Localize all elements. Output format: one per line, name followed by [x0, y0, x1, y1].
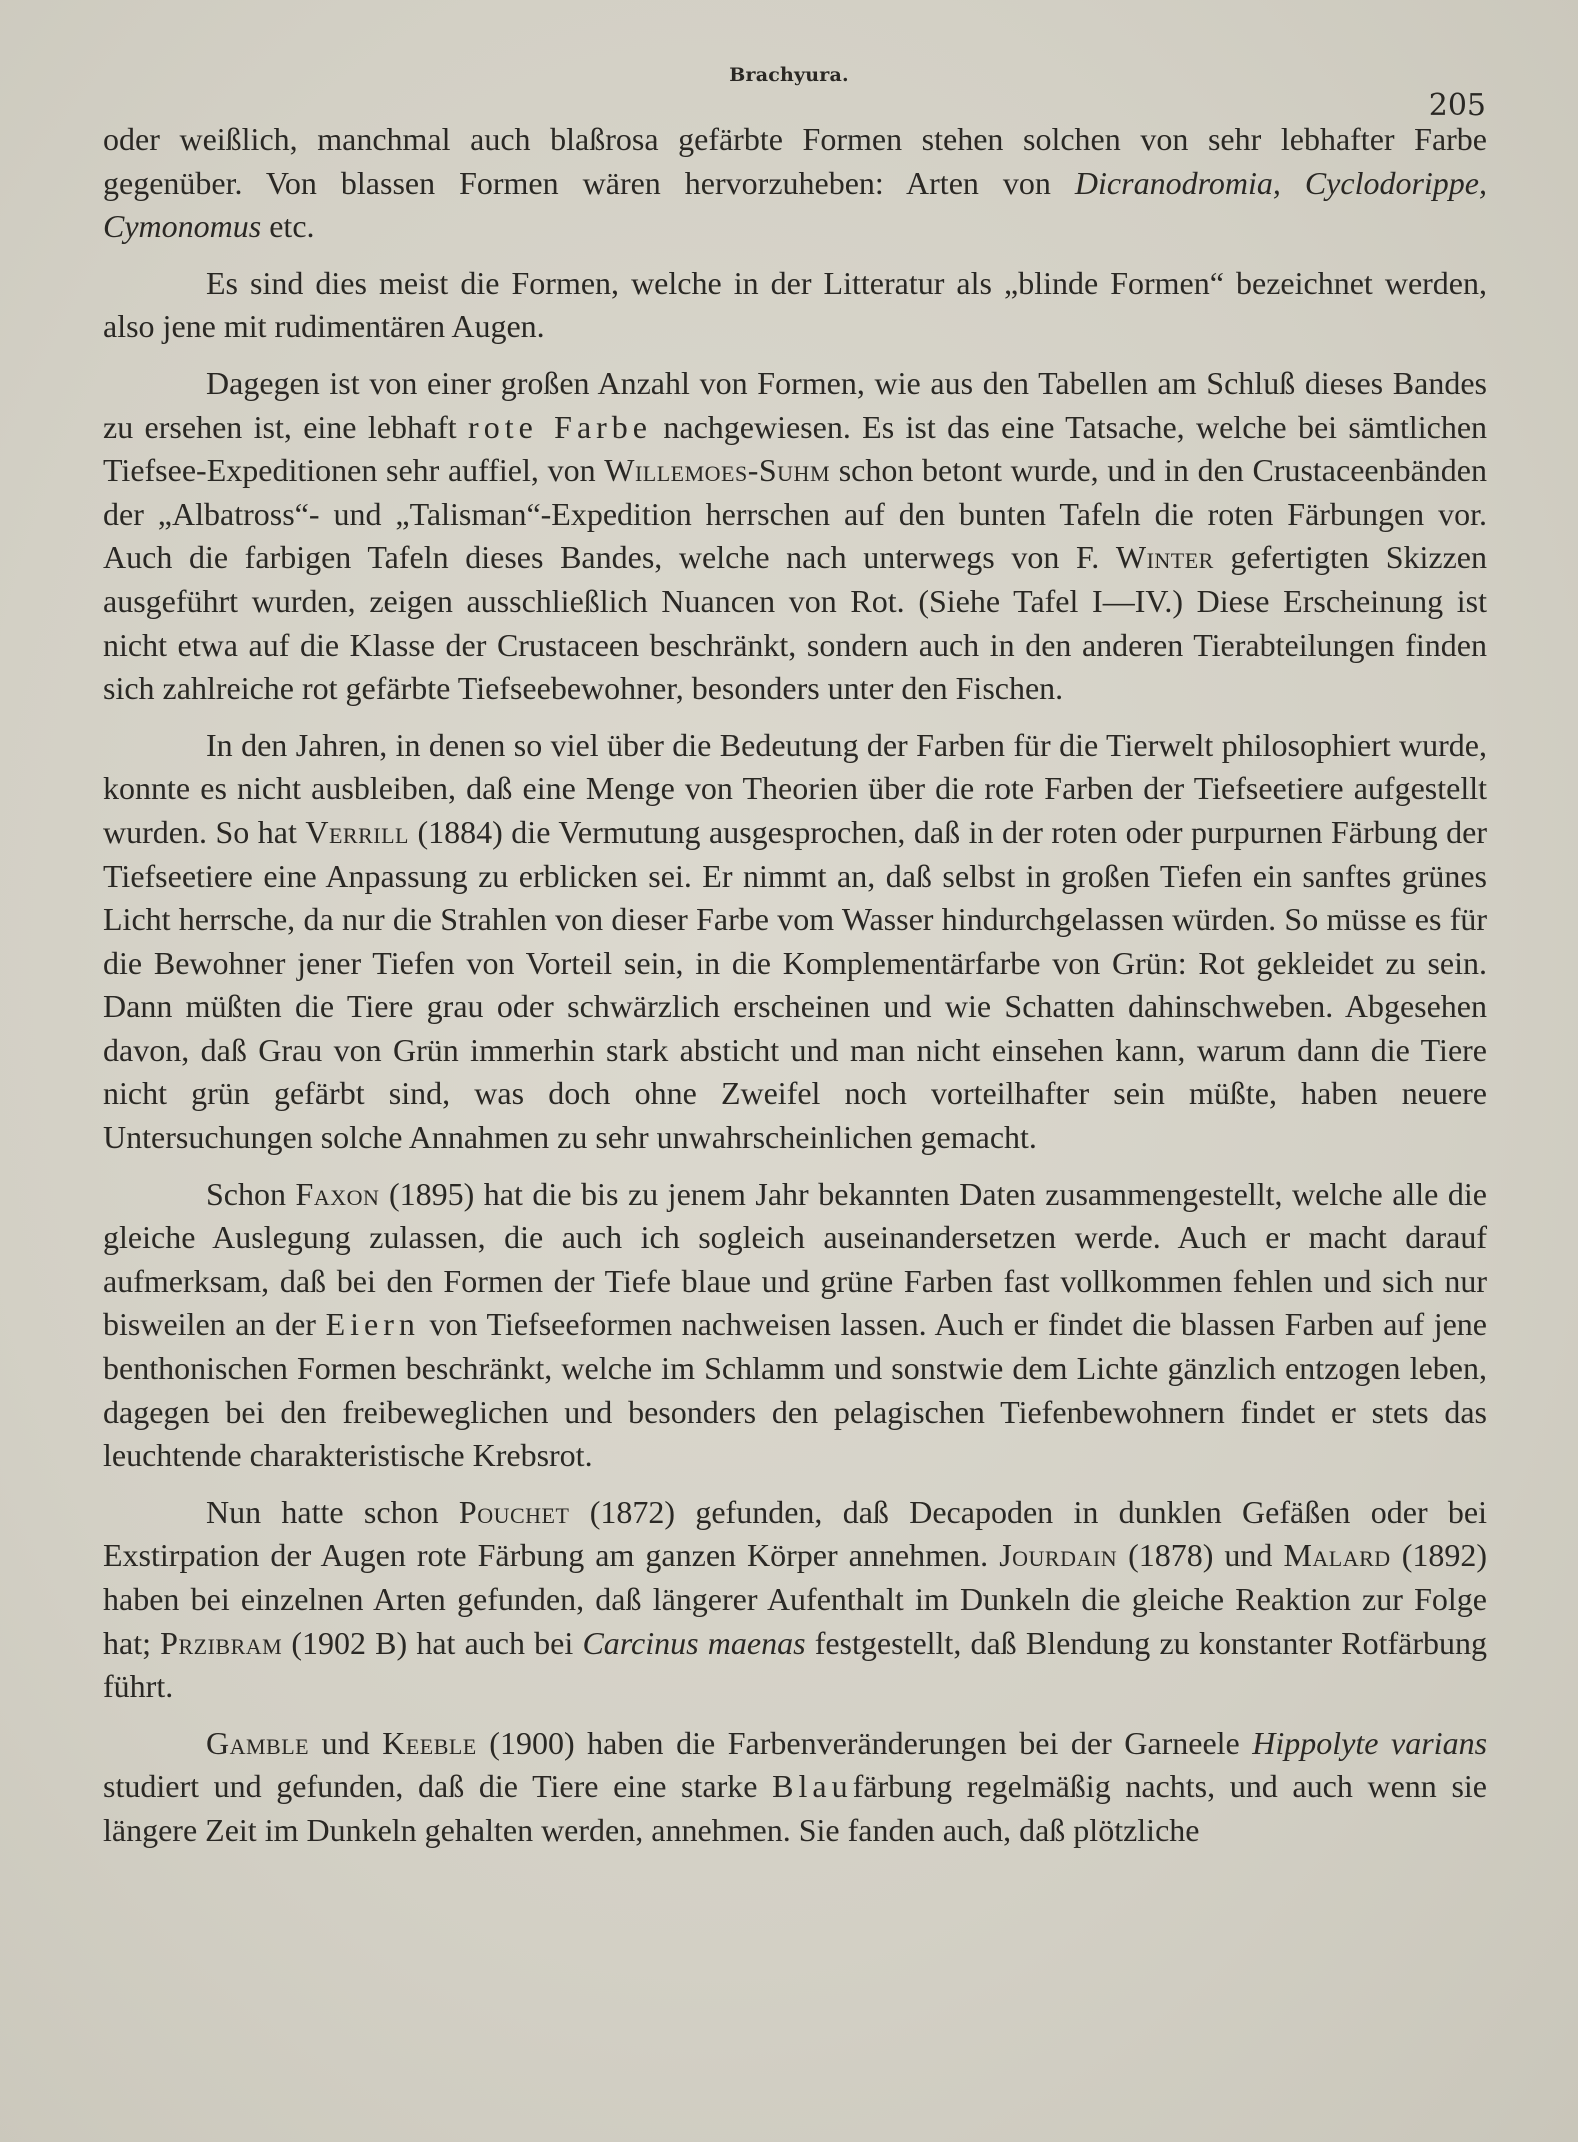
text-run: (1884) die Vermutung ausgesprochen, daß in der roten oder purpurnen Färbung der Tiefseetiere eine Anpassung zu erblicken sei. Er nimmt an, daß selbst in großen Tiefen ein sanftes grünes Licht herrsche, da nur die Strahlen von dieser Farbe vom Wasser hindurchgelassen würden. So müsse es für die Bewohner jener Tiefen von Vorteil sein, in die Komplementärfarbe von Grün: Rot gekleidet zu sein. Dann müßten die Tiere grau oder schwärzlich erscheinen und wie Schatten dahinschweben. Abgesehen davon, daß Grau von Grün immerhin stark absticht und man nicht einsehen kann, warum dann die Tiere nicht grün gefärbt sind, was doch ohne Zweifel noch vorteilhafter sein müßte, haben neuere Untersuchungen solche Annahmen zu sehr unwahrscheinlichen gemacht.	[103, 813, 1488, 1156]
text-run: Schon	[206, 1175, 296, 1212]
author-name: Winter	[1115, 539, 1214, 576]
paragraph	[103, 1722, 1487, 1853]
text-run: studiert und gefunden, daß die Tiere eine starke	[103, 1768, 773, 1805]
text-run: gefertigten Skizzen ausgeführt wurden, zeigen ausschließlich Nuancen von Rot. (Siehe Tafel I—IV.) Diese Erscheinung ist nicht etwa auf die Klasse der Crustaceen beschränkt, sondern auch in den anderen Tierabteilungen finden sich zahlreiche rot gefärbte Tiefseebewohner, besonders unter den Fischen.	[103, 539, 1488, 707]
text-run: (1902 B) hat auch bei	[282, 1624, 583, 1661]
running-title: Brachyura.	[729, 64, 849, 86]
author-name: Malard	[1283, 1537, 1391, 1574]
text-run: Dagegen ist von einer großen Anzahl von Formen, wie aus den Tabellen am Schluß dieses Bandes zu ersehen ist, eine lebhaft	[103, 364, 1487, 445]
author-name: Pouchet	[458, 1493, 570, 1530]
text-run: Es sind dies meist die Formen, welche in der Litteratur als „blinde Formen“ bezeichnet werden, also jene mit rudimentären Augen.	[103, 264, 1487, 345]
italic-term: Dicranodromia, Cyclodorippe, Cymonomus	[103, 164, 1488, 245]
italic-term: Carcinus maenas	[582, 1624, 806, 1661]
paragraph	[103, 724, 1487, 1160]
text-run: etc.	[261, 208, 315, 245]
body-text	[103, 118, 1487, 1866]
text-run: und	[309, 1724, 383, 1761]
text-run: schon betont wurde, und in den Crustaceenbänden der „Albatross“- und „Talisman“-Expedition herrschen auf den bunten Tafeln die roten Färbungen vor. Auch die farbigen Tafeln dieses Bandes, welche nach unterwegs von F.	[103, 452, 1488, 576]
paragraph	[103, 1173, 1487, 1478]
text-run: färbung regelmäßig nachts, und auch wenn sie längere Zeit im Dunkeln gehalten werden, annehmen. Sie fanden auch, daß plötzliche	[103, 1768, 1488, 1848]
spaced-emphasis: Eiern	[325, 1306, 420, 1343]
paragraph	[103, 362, 1487, 711]
author-name: Faxon	[295, 1175, 380, 1212]
text-run: festgestellt, daß Blendung zu konstanter Rotfärbung führt.	[103, 1624, 1488, 1705]
author-name: Keeble	[382, 1724, 477, 1761]
text-run: nachgewiesen. Es ist das eine Tatsache, welche bei sämtlichen Tiefsee-Expeditionen sehr auffiel, von	[103, 408, 1488, 489]
paragraph	[103, 118, 1487, 249]
author-name: Willemoes-Suhm	[604, 452, 831, 489]
text-run: (1900) haben die Farbenveränderungen bei der Garneele	[476, 1724, 1253, 1761]
author-name: Przibram	[160, 1624, 283, 1661]
text-run: (1878) und	[1117, 1537, 1284, 1574]
author-name: Verrill	[305, 813, 409, 850]
paragraph	[103, 1491, 1487, 1709]
author-name: Jourdain	[999, 1537, 1118, 1574]
paragraph	[103, 262, 1487, 349]
page-number: 205	[1428, 88, 1486, 123]
text-run: oder weißlich, manchmal auch blaßrosa gefärbte Formen stehen solchen von sehr lebhafter Farbe gegenüber. Von blassen Formen wären hervorzuheben: Arten von	[103, 121, 1487, 201]
spaced-emphasis: rote Farbe	[468, 408, 653, 445]
text-run: (1892) haben bei einzelnen Arten gefunden, daß längerer Aufenthalt im Dunkeln die gleiche Reaktion zur Folge hat;	[103, 1537, 1488, 1661]
italic-term: Hippolyte varians	[1252, 1724, 1488, 1761]
text-run: (1895) hat die bis zu jenem Jahr bekannten Daten zusammengestellt, welche alle die gleiche Auslegung zulassen, die auch ich sogleich auseinandersetzen werde. Auch er macht darauf aufmerksam, daß bei den Formen der Tiefe blaue und grüne Farben fast vollkommen fehlen und sich nur bisweilen an der	[103, 1175, 1488, 1343]
text-run: In den Jahren, in denen so viel über die Bedeutung der Farben für die Tierwelt philosophiert wurde, konnte es nicht ausbleiben, daß eine Menge von Theorien über die rote Farben der Tiefseetiere aufgestellt wurden. So hat	[103, 726, 1487, 850]
text-run: (1872) gefunden, daß Decapoden in dunklen Gefäßen oder bei Exstirpation der Augen rote Färbung am ganzen Körper annehmen.	[103, 1493, 1488, 1574]
text-run: Nun hatte schon	[206, 1493, 459, 1530]
text-run: von Tiefseeformen nachweisen lassen. Auch er findet die blassen Farben auf jene benthonischen Formen beschränkt, welche im Schlamm und sonstwie dem Lichte gänzlich entzogen leben, dagegen bei den freibeweglichen und besonders den pelagischen Tiefenbewohnern findet er stets das leuchtende charakteristische Krebsrot.	[103, 1306, 1488, 1474]
spaced-emphasis: Blau	[772, 1768, 853, 1805]
author-name: Gamble	[206, 1724, 310, 1761]
